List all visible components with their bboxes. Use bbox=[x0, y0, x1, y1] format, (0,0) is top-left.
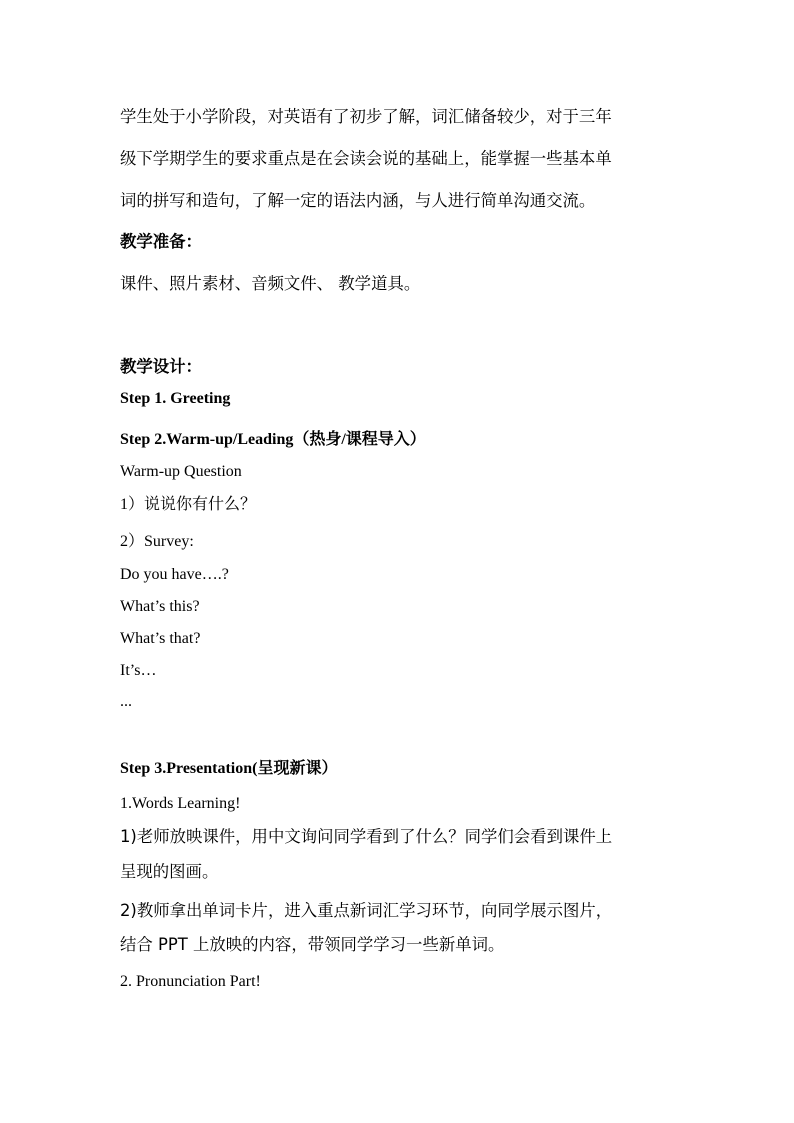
survey-line-4: It’s… bbox=[120, 662, 157, 679]
pronunciation-title: 2. Pronunciation Part! bbox=[120, 973, 261, 990]
intro-line-2: 级下学期学生的要求重点是在会读会说的基础上，能掌握一些基本单 bbox=[120, 149, 612, 168]
intro-line-1: 学生处于小学阶段，对英语有了初步了解，词汇储备较少，对于三年 bbox=[120, 107, 612, 126]
prep-text: 课件、照片素材、音频文件、 教学道具。 bbox=[120, 274, 421, 293]
prep-heading: 教学准备： bbox=[120, 232, 202, 251]
step2-heading: Step 2.Warm-up/Leading（热身/课程导入） bbox=[120, 431, 426, 448]
survey-line-2: What’s this? bbox=[120, 598, 200, 615]
question-2: 2）Survey: bbox=[120, 533, 194, 550]
survey-line-3: What’s that? bbox=[120, 630, 201, 647]
step3-heading: Step 3.Presentation(呈现新课） bbox=[120, 760, 338, 777]
item1-line-1: 1)老师放映课件，用中文询问同学看到了什么？同学们会看到课件上 bbox=[120, 827, 613, 846]
step1-heading: Step 1. Greeting bbox=[120, 390, 231, 407]
words-learning-title: 1.Words Learning! bbox=[120, 795, 241, 812]
question-1: 1）说说你有什么？ bbox=[120, 496, 257, 513]
survey-line-1: Do you have….? bbox=[120, 566, 229, 583]
item1-line-2: 呈现的图画。 bbox=[120, 862, 219, 881]
item2-line-1: 2)教师拿出单词卡片，进入重点新词汇学习环节，向同学展示图片， bbox=[120, 901, 613, 920]
intro-line-3: 词的拼写和造句，了解一定的语法内涵，与人进行简单沟通交流。 bbox=[120, 191, 596, 210]
design-heading: 教学设计： bbox=[120, 357, 202, 376]
survey-line-5: ... bbox=[120, 693, 132, 710]
warmup-title: Warm-up Question bbox=[120, 463, 242, 480]
item2-line-2: 结合 PPT 上放映的内容，带领同学学习一些新单词。 bbox=[120, 935, 505, 954]
